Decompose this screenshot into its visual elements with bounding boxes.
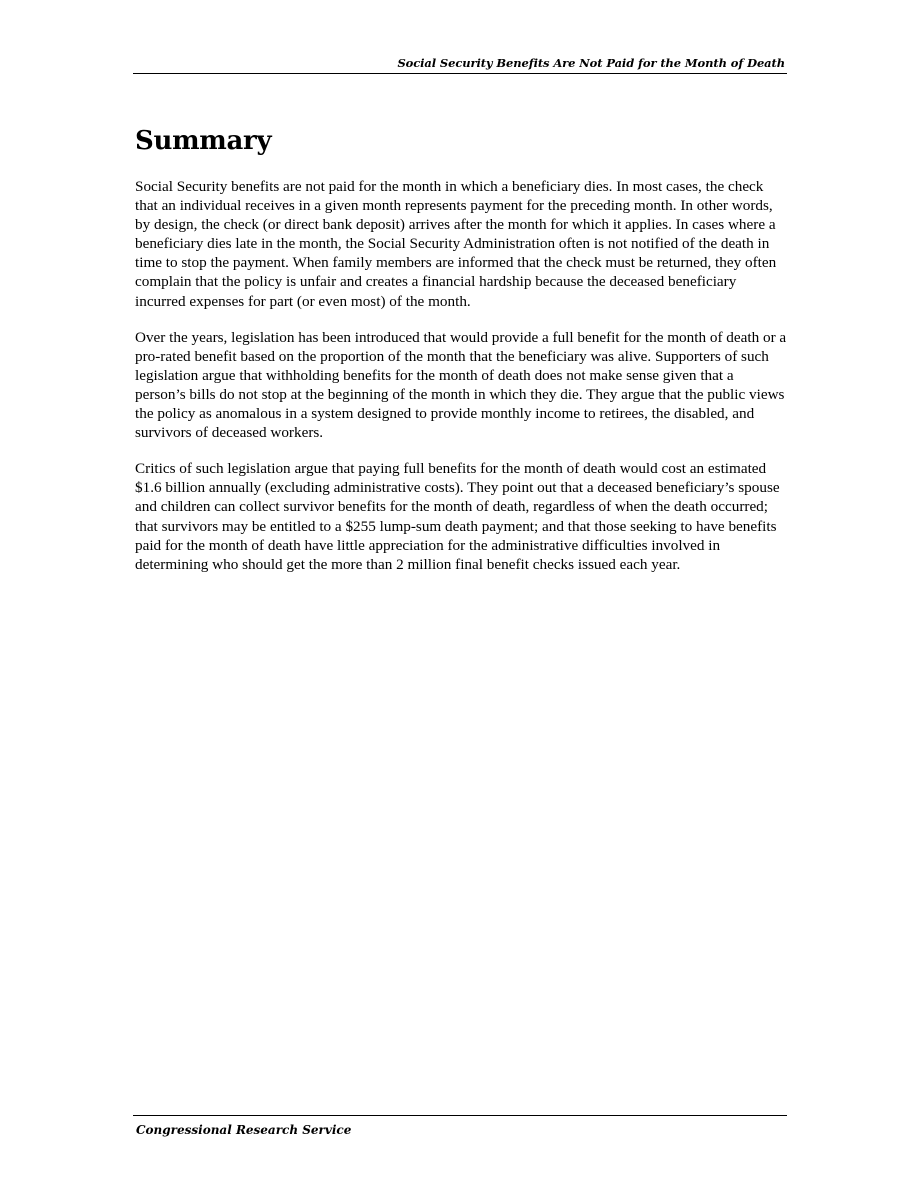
running-header-title: Social Security Benefits Are Not Paid for the Month of Death [397, 56, 785, 70]
summary-paragraph-3: Critics of such legislation argue that paying full benefits for the month of death would cost an estimated $1.6 billion annually (excluding administrative costs). They point out that a deceased beneficiary’s spouse and children can collect survivor benefits for the month of death, regardless of when the death occurred; that survivors may be entitled to a $255 lump-sum death payment; and that those seeking to have benefits paid for the month of death have little appreciation for the administrative difficulties involved in determining who should get the more than 2 million final benefit checks issued each year. [135, 460, 780, 573]
summary-paragraph-2: Over the years, legislation has been introduced that would provide a full benefit for the month of death or a pro-rated benefit based on the proportion of the month that the beneficiary was alive. Supporters of such legislation argue that withholding benefits for the month of death does not make sense given that a person’s bills do not stop at the beginning of the month in which they die. They argue that the public views the policy as anomalous in a system designed to provide monthly income to retirees, the disabled, and survivors of deceased workers. [135, 328, 787, 442]
running-footer [133, 1115, 787, 1139]
summary-body [135, 177, 787, 591]
summary-paragraph-1: Social Security benefits are not paid for the month in which a beneficiary dies. In most cases, the check that an individual receives in a given month represents payment for the preceding month. In other words, by design, the check (or direct bank deposit) arrives after the month for which it applies. In cases where a beneficiary dies late in the month, the Social Security Administration often is not notified of the death in time to stop the payment. When family members are informed that the check must be returned, they often complain that the policy is unfair and creates a financial hardship because the deceased beneficiary incurred expenses for part (or even most) of the month. [135, 178, 777, 310]
running-header [133, 54, 787, 74]
page-title: Summary [135, 126, 272, 156]
footer-organization: Congressional Research Service [136, 1123, 352, 1137]
